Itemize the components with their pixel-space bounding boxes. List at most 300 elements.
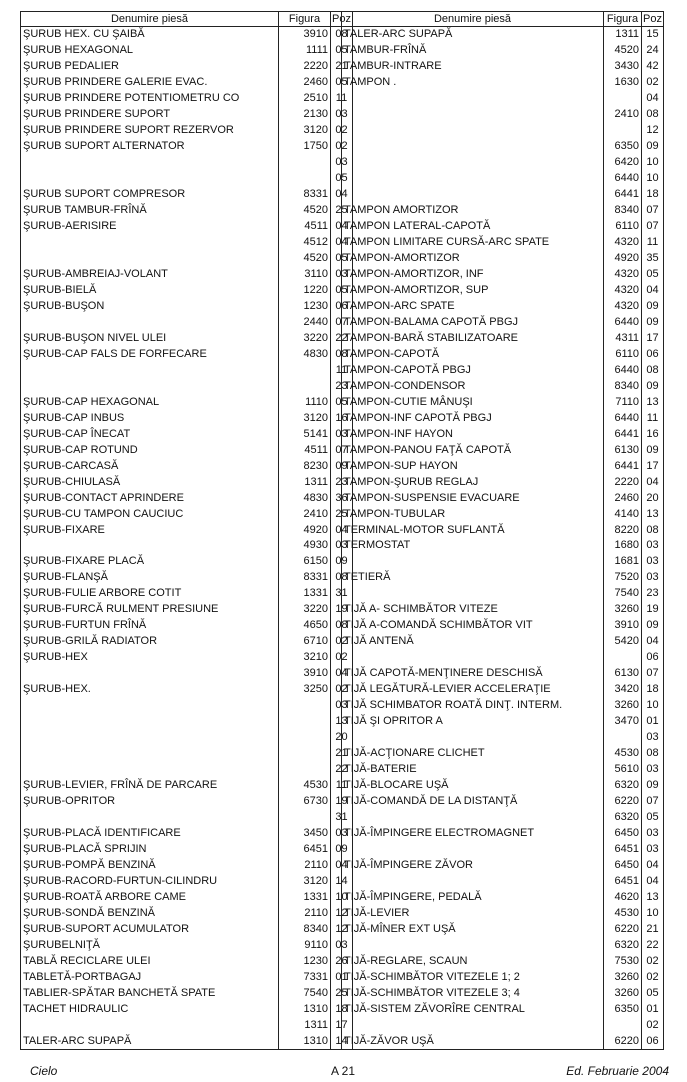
position-number-cell: 16: [331, 410, 353, 426]
table-row: [342, 953, 664, 969]
table-row: [21, 778, 353, 794]
figure-number-cell: 2220: [279, 59, 331, 75]
figure-number-cell: 7530: [604, 953, 642, 969]
part-name-cell: [342, 171, 604, 187]
figure-number-cell: 6420: [604, 155, 642, 171]
figure-number-cell: 6450: [604, 825, 642, 841]
part-name-cell: TAMPON-SUSPENSIE EVACUARE: [342, 490, 604, 506]
table-row: [21, 506, 353, 522]
table-row: [342, 43, 664, 59]
position-number-cell: 03: [331, 426, 353, 442]
table-row: [21, 267, 353, 283]
part-name-cell: TERMOSTAT: [342, 538, 604, 554]
table-row: [21, 1017, 353, 1033]
table-row: [342, 1001, 664, 1017]
part-name-cell: ŞURUB HEX. CU ŞAIBĂ: [21, 27, 279, 43]
position-number-cell: 12: [331, 921, 353, 937]
table-row: [21, 746, 353, 762]
part-name-cell: TAMPON-SUP HAYON: [342, 458, 604, 474]
part-name-cell: TACHET HIDRAULIC: [21, 1001, 279, 1017]
position-number-cell: 25: [331, 985, 353, 1001]
figure-number-cell: 4511: [279, 442, 331, 458]
position-number-cell: 01: [331, 969, 353, 985]
part-name-cell: TAMPON-TUBULAR: [342, 506, 604, 522]
part-name-cell: TETIERĂ: [342, 570, 604, 586]
part-name-cell: ŞURUB-AMBREIAJ-VOLANT: [21, 267, 279, 283]
part-name-cell: TAMPON .: [342, 75, 604, 91]
position-number-cell: 24: [642, 43, 664, 59]
part-name-cell: ŞURUB-FULIE ARBORE COTIT: [21, 586, 279, 602]
table-row: [21, 1033, 353, 1049]
figure-number-cell: 3450: [279, 825, 331, 841]
figure-number-cell: 1311: [604, 27, 642, 43]
part-name-cell: TIJĂ-ACŢIONARE CLICHET: [342, 746, 604, 762]
position-number-cell: 09: [642, 298, 664, 314]
position-number-cell: 08: [642, 746, 664, 762]
figure-number-cell: 3120: [279, 123, 331, 139]
table-row: [342, 746, 664, 762]
figure-number-cell: 6441: [604, 458, 642, 474]
table-row: [21, 251, 353, 267]
part-name-cell: TABLIER-SPĂTAR BANCHETĂ SPATE: [21, 985, 279, 1001]
position-number-cell: 04: [331, 522, 353, 538]
figure-number-cell: 6350: [604, 1001, 642, 1017]
figure-number-cell: [604, 1017, 642, 1033]
table-row: [21, 714, 353, 730]
figure-number-cell: 1311: [279, 1017, 331, 1033]
part-name-cell: TALER-ARC SUPAPĂ: [342, 27, 604, 43]
position-number-cell: 22: [642, 937, 664, 953]
position-number-cell: 22: [331, 330, 353, 346]
part-name-cell: TAMPON-AMORTIZOR: [342, 251, 604, 267]
table-row: [21, 953, 353, 969]
table-row: [342, 554, 664, 570]
position-number-cell: 04: [331, 857, 353, 873]
figure-number-cell: 6220: [604, 921, 642, 937]
part-name-cell: ŞURUB-CAP INBUS: [21, 410, 279, 426]
part-name-cell: TIJĂ-ÎMPINGERE ZĂVOR: [342, 857, 604, 873]
position-number-cell: 10: [331, 889, 353, 905]
part-name-cell: ŞURUB-CAP FALS DE FORFECARE: [21, 346, 279, 362]
figure-number-cell: [279, 378, 331, 394]
position-number-cell: 07: [642, 794, 664, 810]
figure-number-cell: 6450: [604, 857, 642, 873]
table-row: [342, 330, 664, 346]
position-number-cell: 05: [331, 75, 353, 91]
position-number-cell: 04: [331, 187, 353, 203]
part-name-cell: [21, 1017, 279, 1033]
position-number-cell: 04: [642, 283, 664, 299]
table-row: [21, 650, 353, 666]
column-header-figura: Figura: [604, 12, 642, 27]
part-name-cell: ŞURUB-CAP ÎNECAT: [21, 426, 279, 442]
part-name-cell: [342, 139, 604, 155]
column-header-name: Denumire piesă: [342, 12, 604, 27]
column-header-figura: Figura: [279, 12, 331, 27]
part-name-cell: [21, 666, 279, 682]
figure-number-cell: 3470: [604, 714, 642, 730]
position-number-cell: 12: [642, 123, 664, 139]
figure-number-cell: 4320: [604, 235, 642, 251]
table-row: [342, 602, 664, 618]
position-number-cell: 06: [642, 346, 664, 362]
part-name-cell: ŞURUB-FIXARE PLACĂ: [21, 554, 279, 570]
table-row: [342, 474, 664, 490]
part-name-cell: [342, 650, 604, 666]
figure-number-cell: 6451: [279, 841, 331, 857]
part-name-cell: [342, 809, 604, 825]
part-name-cell: TAMPON-BARĂ STABILIZATOARE: [342, 330, 604, 346]
part-name-cell: [21, 809, 279, 825]
figure-number-cell: 6320: [604, 937, 642, 953]
part-name-cell: ŞURUB PEDALIER: [21, 59, 279, 75]
position-number-cell: 01: [642, 714, 664, 730]
table-row: [342, 394, 664, 410]
figure-number-cell: 1331: [279, 586, 331, 602]
table-row: [21, 618, 353, 634]
figure-number-cell: 4530: [604, 746, 642, 762]
position-number-cell: 11: [331, 362, 353, 378]
figure-number-cell: 7331: [279, 969, 331, 985]
position-number-cell: 09: [642, 778, 664, 794]
table-row: [21, 794, 353, 810]
figure-number-cell: 1310: [279, 1033, 331, 1049]
figure-number-cell: 8220: [604, 522, 642, 538]
position-number-cell: 05: [331, 171, 353, 187]
figure-number-cell: [279, 730, 331, 746]
figure-number-cell: 6320: [604, 778, 642, 794]
part-name-cell: TIJĂ-BATERIE: [342, 762, 604, 778]
position-number-cell: 20: [642, 490, 664, 506]
table-row: [21, 905, 353, 921]
position-number-cell: 17: [642, 458, 664, 474]
part-name-cell: TIJĂ-REGLARE, SCAUN: [342, 953, 604, 969]
part-name-cell: ŞURUB-LEVIER, FRÎNĂ DE PARCARE: [21, 778, 279, 794]
position-number-cell: 09: [642, 378, 664, 394]
figure-number-cell: 1110: [279, 394, 331, 410]
part-name-cell: ŞURUB-FLANŞĂ: [21, 570, 279, 586]
part-name-cell: ŞURUB-CAP HEXAGONAL: [21, 394, 279, 410]
position-number-cell: 07: [642, 666, 664, 682]
part-name-cell: TAMPON LIMITARE CURSĂ-ARC SPATE: [342, 235, 604, 251]
position-number-cell: 02: [331, 123, 353, 139]
part-name-cell: [21, 314, 279, 330]
figure-number-cell: 6451: [604, 873, 642, 889]
position-number-cell: 04: [642, 873, 664, 889]
position-number-cell: 09: [642, 314, 664, 330]
position-number-cell: 15: [642, 27, 664, 43]
figure-number-cell: 8340: [604, 203, 642, 219]
figure-number-cell: 2410: [279, 506, 331, 522]
part-name-cell: ŞURUBELNIŢĂ: [21, 937, 279, 953]
position-number-cell: 04: [331, 235, 353, 251]
part-name-cell: [21, 714, 279, 730]
figure-number-cell: 1230: [279, 953, 331, 969]
part-name-cell: ŞURUB-BIELĂ: [21, 283, 279, 299]
part-name-cell: ŞURUB-CARCASĂ: [21, 458, 279, 474]
figure-number-cell: [604, 91, 642, 107]
figure-number-cell: 6220: [604, 794, 642, 810]
figure-number-cell: 3220: [279, 602, 331, 618]
part-name-cell: TIJĂ-ÎMPINGERE, PEDALĂ: [342, 889, 604, 905]
table-row: [342, 442, 664, 458]
figure-number-cell: 4920: [604, 251, 642, 267]
figure-number-cell: 6441: [604, 426, 642, 442]
figure-number-cell: 8340: [279, 921, 331, 937]
position-number-cell: 09: [331, 841, 353, 857]
figure-number-cell: 4520: [279, 251, 331, 267]
position-number-cell: 14: [331, 873, 353, 889]
position-number-cell: 05: [642, 985, 664, 1001]
part-name-cell: ŞURUB-SONDĂ BENZINĂ: [21, 905, 279, 921]
position-number-cell: 25: [331, 203, 353, 219]
table-row: [21, 107, 353, 123]
position-number-cell: 07: [642, 219, 664, 235]
table-row: [342, 139, 664, 155]
part-name-cell: [342, 873, 604, 889]
figure-number-cell: 2220: [604, 474, 642, 490]
position-number-cell: 03: [642, 538, 664, 554]
part-name-cell: [21, 155, 279, 171]
position-number-cell: 04: [331, 666, 353, 682]
figure-number-cell: 6440: [604, 314, 642, 330]
table-row: [342, 730, 664, 746]
figure-number-cell: 6440: [604, 362, 642, 378]
table-row: [21, 346, 353, 362]
position-number-cell: 22: [331, 762, 353, 778]
table-row: [21, 730, 353, 746]
table-row: [21, 123, 353, 139]
position-number-cell: 18: [331, 1001, 353, 1017]
figure-number-cell: 2510: [279, 91, 331, 107]
position-number-cell: 04: [642, 474, 664, 490]
part-name-cell: TIJĂ LEGĂTURĂ-LEVIER ACCELERAŢIE: [342, 682, 604, 698]
position-number-cell: 07: [331, 314, 353, 330]
position-number-cell: 12: [331, 905, 353, 921]
table-row: [342, 634, 664, 650]
figure-number-cell: 6451: [604, 841, 642, 857]
figure-number-cell: 5610: [604, 762, 642, 778]
table-row: [342, 75, 664, 91]
position-number-cell: 05: [331, 283, 353, 299]
position-number-cell: 05: [331, 43, 353, 59]
table-row: [342, 410, 664, 426]
figure-number-cell: 2460: [604, 490, 642, 506]
table-row: [342, 267, 664, 283]
part-name-cell: TAMPON LATERAL-CAPOTĂ: [342, 219, 604, 235]
table-row: [21, 586, 353, 602]
position-number-cell: 19: [642, 602, 664, 618]
table-row: [342, 203, 664, 219]
figure-number-cell: [279, 171, 331, 187]
table-row: [21, 59, 353, 75]
part-name-cell: [21, 538, 279, 554]
table-row: [21, 570, 353, 586]
figure-number-cell: [604, 650, 642, 666]
table-row: [21, 857, 353, 873]
part-name-cell: ŞURUB HEXAGONAL: [21, 43, 279, 59]
part-name-cell: TIJĂ SCHIMBATOR ROATĂ DINŢ. INTERM.: [342, 698, 604, 714]
figure-number-cell: 3910: [279, 666, 331, 682]
part-name-cell: ŞURUB SUPORT COMPRESOR: [21, 187, 279, 203]
table-row: [342, 522, 664, 538]
table-row: [342, 825, 664, 841]
table-row: [342, 155, 664, 171]
figure-number-cell: 7540: [604, 586, 642, 602]
figure-number-cell: 3260: [604, 602, 642, 618]
figure-number-cell: 6440: [604, 171, 642, 187]
position-number-cell: 09: [331, 458, 353, 474]
part-name-cell: ŞURUB PRINDERE POTENTIOMETRU CO: [21, 91, 279, 107]
table-row: [21, 410, 353, 426]
position-number-cell: 04: [642, 91, 664, 107]
part-name-cell: ŞURUB-BUŞON: [21, 298, 279, 314]
figure-number-cell: 4311: [604, 330, 642, 346]
figure-number-cell: 1331: [279, 889, 331, 905]
position-number-cell: 10: [642, 171, 664, 187]
table-row: [21, 458, 353, 474]
part-name-cell: TAMPON-CAPOTĂ: [342, 346, 604, 362]
position-number-cell: 09: [642, 618, 664, 634]
table-row: [342, 586, 664, 602]
position-number-cell: 04: [642, 634, 664, 650]
position-number-cell: 03: [642, 554, 664, 570]
position-number-cell: 19: [331, 794, 353, 810]
table-row: [342, 905, 664, 921]
figure-number-cell: 4920: [279, 522, 331, 538]
position-number-cell: 08: [642, 522, 664, 538]
figure-number-cell: [604, 730, 642, 746]
position-number-cell: 11: [642, 410, 664, 426]
table-row: [21, 314, 353, 330]
position-number-cell: 03: [331, 825, 353, 841]
position-number-cell: 02: [642, 75, 664, 91]
table-row: [342, 682, 664, 698]
position-number-cell: 23: [331, 474, 353, 490]
position-number-cell: 23: [642, 586, 664, 602]
part-name-cell: [342, 187, 604, 203]
figure-number-cell: 3260: [604, 969, 642, 985]
part-name-cell: TIJĂ A-COMANDĂ SCHIMBĂTOR VIT: [342, 618, 604, 634]
position-number-cell: 09: [331, 554, 353, 570]
figure-number-cell: 4530: [279, 778, 331, 794]
figure-number-cell: 6710: [279, 634, 331, 650]
position-number-cell: 03: [642, 825, 664, 841]
figure-number-cell: [279, 714, 331, 730]
position-number-cell: 02: [642, 969, 664, 985]
figure-number-cell: 4512: [279, 235, 331, 251]
part-name-cell: ŞURUB-GRILĂ RADIATOR: [21, 634, 279, 650]
part-name-cell: TAMPON-AMORTIZOR, INF: [342, 267, 604, 283]
part-name-cell: ŞURUB-POMPĂ BENZINĂ: [21, 857, 279, 873]
position-number-cell: 08: [331, 618, 353, 634]
table-row: [342, 698, 664, 714]
part-name-cell: TAMPON-BALAMA CAPOTĂ PBGJ: [342, 314, 604, 330]
part-name-cell: ŞURUB PRINDERE SUPORT: [21, 107, 279, 123]
parts-table-right: [341, 11, 664, 1050]
footer-edition: Ed. Februarie 2004: [566, 1064, 669, 1078]
figure-number-cell: 6320: [604, 809, 642, 825]
part-name-cell: [342, 841, 604, 857]
table-row: [342, 794, 664, 810]
part-name-cell: ŞURUB-FURCĂ RULMENT PRESIUNE: [21, 602, 279, 618]
position-number-cell: 02: [642, 953, 664, 969]
position-number-cell: 07: [331, 442, 353, 458]
table-row: [21, 330, 353, 346]
figure-number-cell: [279, 698, 331, 714]
part-name-cell: [21, 362, 279, 378]
figure-number-cell: 1630: [604, 75, 642, 91]
position-number-cell: 05: [642, 267, 664, 283]
figure-number-cell: 1310: [279, 1001, 331, 1017]
table-row: [21, 602, 353, 618]
figure-number-cell: [604, 123, 642, 139]
part-name-cell: [342, 1017, 604, 1033]
figure-number-cell: 8340: [604, 378, 642, 394]
figure-number-cell: 1750: [279, 139, 331, 155]
position-number-cell: 13: [642, 506, 664, 522]
figure-number-cell: 9110: [279, 937, 331, 953]
figure-number-cell: 2460: [279, 75, 331, 91]
position-number-cell: 11: [331, 91, 353, 107]
part-name-cell: TIJĂ-LEVIER: [342, 905, 604, 921]
figure-number-cell: 6110: [604, 346, 642, 362]
position-number-cell: 14: [331, 1033, 353, 1049]
part-name-cell: TIJĂ-SISTEM ZĂVORÎRE CENTRAL: [342, 1001, 604, 1017]
part-name-cell: ŞURUB-CONTACT APRINDERE: [21, 490, 279, 506]
figure-number-cell: 4140: [604, 506, 642, 522]
table-row: [342, 618, 664, 634]
position-number-cell: 08: [331, 570, 353, 586]
table-row: [342, 570, 664, 586]
figure-number-cell: 8331: [279, 570, 331, 586]
figure-number-cell: 6110: [604, 219, 642, 235]
table-row: [21, 43, 353, 59]
position-number-cell: 21: [331, 59, 353, 75]
part-name-cell: TIJĂ-BLOCARE UŞĂ: [342, 778, 604, 794]
figure-number-cell: 6130: [604, 442, 642, 458]
position-number-cell: 03: [331, 267, 353, 283]
table-row: [342, 650, 664, 666]
figure-number-cell: 2110: [279, 857, 331, 873]
part-name-cell: ŞURUB PRINDERE SUPORT REZERVOR: [21, 123, 279, 139]
table-row: [342, 857, 664, 873]
position-number-cell: 05: [331, 394, 353, 410]
figure-number-cell: [279, 746, 331, 762]
position-number-cell: 08: [642, 107, 664, 123]
position-number-cell: 08: [642, 362, 664, 378]
position-number-cell: 05: [642, 809, 664, 825]
part-name-cell: TIJĂ-MÎNER EXT UŞĂ: [342, 921, 604, 937]
table-row: [21, 809, 353, 825]
part-name-cell: TIJĂ-SCHIMBĂTOR VITEZELE 1; 2: [342, 969, 604, 985]
figure-number-cell: 5141: [279, 426, 331, 442]
table-row: [342, 490, 664, 506]
position-number-cell: 09: [642, 139, 664, 155]
position-number-cell: 08: [331, 27, 353, 43]
position-number-cell: 03: [642, 762, 664, 778]
table-row: [342, 251, 664, 267]
figure-number-cell: 3120: [279, 410, 331, 426]
figure-number-cell: 4930: [279, 538, 331, 554]
position-number-cell: 18: [642, 187, 664, 203]
figure-number-cell: 4620: [604, 889, 642, 905]
footer-page-number: A 21: [331, 1064, 356, 1078]
part-name-cell: [21, 762, 279, 778]
table-row: [342, 506, 664, 522]
part-name-cell: [21, 378, 279, 394]
part-name-cell: TIJĂ-ZĂVOR UŞĂ: [342, 1033, 604, 1049]
